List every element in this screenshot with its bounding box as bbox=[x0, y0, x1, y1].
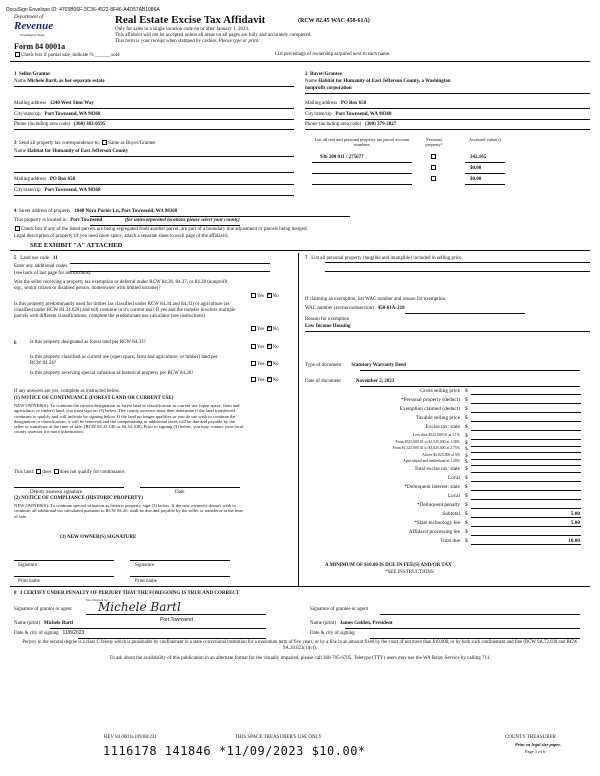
see-instructions: *SEE INSTRUCTIONS bbox=[385, 570, 434, 575]
parcel-number: 936 200 011 / 275677 bbox=[320, 155, 364, 160]
same-as-buyer-checkbox[interactable] bbox=[102, 140, 107, 145]
additional-codes-note: (see back of last page for instructions) bbox=[14, 271, 91, 276]
correspondence-name: Name Habitat for Humanity of East Jefferson County bbox=[14, 149, 129, 154]
personal-checkbox-2[interactable] bbox=[431, 165, 436, 170]
this-land[interactable]: This land: does does not qualify for continuance. bbox=[14, 470, 126, 475]
header-note-3: This form is your receipt when stamped by cashier. Please type or print. bbox=[115, 39, 260, 44]
notice-continuance-heading: (1) NOTICE OF CONTINUANCE (FOREST LAND OR CURRENT USE) bbox=[14, 396, 174, 401]
grantee-signature-label: Signature of grantee or agent bbox=[310, 607, 369, 612]
form-revision: REV 84 0001a (09/08/22) bbox=[104, 735, 156, 740]
calc-exemption-currency: $ bbox=[465, 406, 468, 412]
calc-excise-label: Excise tax: state bbox=[425, 424, 460, 430]
s5-q2-answer[interactable]: Yes × No bbox=[250, 326, 279, 333]
treasurer-use: THIS SPACE TREASURER'S USE ONLY bbox=[235, 735, 322, 740]
assessed-header: Assessed value(s) bbox=[468, 137, 502, 142]
exhibit-note: SEE EXHIBIT "A" ATTACHED bbox=[30, 242, 123, 249]
grantee-name: Name (print) James Golden, President bbox=[310, 621, 393, 626]
form-title: Real Estate Excise Tax Affidavit bbox=[115, 14, 266, 26]
page-number: Page 1 of 6 bbox=[525, 749, 546, 754]
calc-r3-label: From $1,525,000.01 to $3,025,000 at 2.75% bbox=[392, 446, 460, 450]
partial-checkbox[interactable] bbox=[15, 52, 20, 57]
legal-paper-note: Print on legal size paper. bbox=[515, 742, 561, 747]
calc-r5-label: Agricultural and timberland at 1.28% bbox=[403, 459, 460, 463]
s1-heading: 1 Seller/Grantor bbox=[14, 72, 51, 77]
doc-type: Type of document Statutory Warranty Deed bbox=[305, 363, 406, 368]
calc-r5-currency: $ bbox=[465, 459, 468, 465]
ownership-note: List percentage of ownership acquired next to each name. bbox=[275, 52, 391, 57]
buyer-name: Name Habitat for Humanity of East Jefferson County, a Washington bbox=[305, 79, 451, 84]
notice-continuance-text: NEW OWNER(S): To continue the current designation as forest land or classification as current use (open space, farm and agriculture, or timber) land, you must sign on (3) below. The county assessor must then determine if the land transferred continues to qualify and will indicate by signing below. If the land no longer qualifies or you do not wish to continue the designation or classification, it will be removed and the compensating or additional taxes will be due and payable by the seller or transferor at the time of sale. (RCW 84.33.140 or 84.34.108). Prior to signing (3) below, you may contact your local county assessor for more information. bbox=[14, 403, 244, 435]
wac-number: WAC number (section/subsection) 458-61A-218 bbox=[305, 306, 405, 311]
alt-format-note: To ask about the availability of this publication in an alternate format for the visually impaired, please call 360-705-6705. Teletype (TTY) users may use the WA Relay Service by calling 711. bbox=[109, 656, 491, 661]
reason-label: Reason for exemption bbox=[305, 317, 350, 322]
calc-exemption-label: Exemption claimed (deduct) bbox=[399, 406, 460, 412]
deputy-date-label: Date bbox=[175, 490, 185, 495]
revenue-logo: Revenue bbox=[14, 20, 54, 32]
personal-checkbox-1[interactable] bbox=[431, 154, 436, 159]
state-label: Washington State bbox=[20, 33, 45, 37]
calc-local-label: Local bbox=[447, 474, 460, 481]
new-owner-signature-heading: (3) NEW OWNER(S) SIGNATURE bbox=[60, 535, 137, 540]
calc-tech-label: *State technology fee bbox=[414, 519, 460, 526]
calc-due-value: 10.00 bbox=[568, 537, 580, 544]
s2-heading: 2 Buyer/Grantee bbox=[305, 72, 342, 77]
header-note-2: This affidavit will not be accepted unless all areas on all pages are fully and accurately completed. bbox=[115, 33, 312, 38]
calc-due-currency: $ bbox=[465, 537, 468, 544]
seller-name: Name Michele Bartl, as her separate estate bbox=[14, 79, 105, 84]
s6-q1-answer[interactable]: Yes × No bbox=[250, 344, 279, 351]
calc-delinq_int-currency: $ bbox=[465, 483, 468, 490]
s3-heading: 3 Send all property tax correspondence to: Same as Buyer/Grantee bbox=[14, 141, 156, 146]
s6-question-3: Is this property receiving special valuation as historical property per RCW 84.26? bbox=[30, 371, 194, 376]
s6-if-yes: If any answers are yes, complete as instructed below. bbox=[14, 389, 121, 394]
calc-subtotal-value: 5.00 bbox=[570, 510, 580, 517]
form-number: Form 84 0001a bbox=[14, 42, 66, 51]
additional-codes: Enter any additional codes bbox=[14, 264, 68, 269]
treasurer-stamp: 1116178 141846 *11/09/2023 $10.00* bbox=[103, 744, 366, 758]
buyer-phone: Phone (including area code) (360) 379-2827 bbox=[305, 122, 397, 127]
calc-local-currency: $ bbox=[465, 474, 468, 481]
calc-gross-currency: $ bbox=[465, 388, 468, 394]
grantee-date-label: Date & city of signing bbox=[310, 631, 355, 636]
personal-checkbox-3[interactable] bbox=[431, 176, 436, 181]
reason-value: Low Income Housing bbox=[305, 324, 351, 329]
buyer-city: City/state/zip Port Townsend, WA 98368 bbox=[305, 112, 392, 117]
signature-label-2: Signature bbox=[135, 563, 155, 568]
calc-total-currency: $ bbox=[465, 465, 468, 472]
exemption-label: If claiming an exemption, list WAC number and reason for exemption. bbox=[305, 297, 447, 302]
calc-penalty-label: *Delinquent penalty bbox=[416, 501, 460, 508]
grantor-date: Date & city of signing 11/8/2023 bbox=[14, 630, 85, 636]
calc-taxable-label: Taxable selling price bbox=[415, 415, 460, 421]
s5-question-1: Was the seller receiving a property tax exemption or deferral under RCW 84.36, 84.37, or 84.38 (nonprofit org., senior citizen or disabled person, homeowner with limited income)? bbox=[14, 280, 228, 291]
calc-local2-currency: $ bbox=[465, 492, 468, 499]
s6-question-1: Is this property designated as forest land per RCW 84.33? bbox=[30, 340, 146, 345]
calc-r1-label: Less than $525,000.01 at 1.1% bbox=[413, 433, 460, 437]
legal-description-label: Legal description of property (if you need more space, attach a separate sheet to each page of the affidavit). bbox=[14, 234, 229, 239]
calc-r3-currency: $ bbox=[465, 446, 468, 452]
print-name-label-1: Print name bbox=[18, 579, 40, 584]
print-name-label-2: Print name bbox=[135, 579, 157, 584]
signature-label-1: Signature bbox=[18, 563, 38, 568]
grantor-signature: Michele Bartl bbox=[98, 600, 181, 614]
calc-subtotal-label: Subtotal bbox=[442, 510, 460, 517]
buyer-mail: Mailing address PO Box 658 bbox=[305, 101, 367, 106]
calc-afp-currency: $ bbox=[465, 528, 468, 535]
calc-gross-label: Gross selling price bbox=[420, 388, 460, 394]
calc-penalty-currency: $ bbox=[465, 501, 468, 508]
s5-question-2: Is this property predominantly used for timber (as classified under RCW 84.34 and 84.33) or agriculture (as classified under RCW 84.34.020) and will continue in it's current use? If yes and the transfer involves multiple parcels with different classifications, complete the predominate use calculator (see instructions) bbox=[14, 302, 236, 319]
grantor-name: Name (print) Michele Bartl bbox=[14, 621, 74, 626]
seller-phone: Phone (including area code) (360) 302-0595 bbox=[14, 122, 106, 127]
s6-q3-answer[interactable]: Yes × No bbox=[250, 377, 279, 384]
calc-due-label: Total due bbox=[440, 537, 460, 544]
calc-subtotal-currency: $ bbox=[465, 510, 468, 517]
calc-r2-label: From $525,000.01 to $1,525,000 at 1.28% bbox=[395, 439, 460, 444]
signing-city: Port Townsend bbox=[160, 617, 193, 623]
calc-taxable-currency: $ bbox=[465, 415, 468, 421]
dept-label: Department of bbox=[14, 15, 44, 20]
partial-sale[interactable]: Check box if partial sale, indicate % ______ sold bbox=[14, 52, 119, 59]
land-use: 5 Land use code 11 bbox=[14, 256, 58, 261]
certification: 8 I CERTIFY UNDER PENALTY OF PERJURY THAT THE FOREGOING IS TRUE AND CORRECT bbox=[14, 591, 240, 596]
correspondence-city: City/state/zip Port Townsend, WA 98368 bbox=[14, 188, 101, 193]
calc-tech-value: 5.00 bbox=[570, 519, 580, 526]
personal-header: Personal property? bbox=[425, 137, 443, 148]
calc-r1-currency: $ bbox=[465, 433, 468, 439]
doc-date: Date of document November 2, 2023 bbox=[305, 379, 395, 384]
calc-r4-label: Above $3,025,000 at 3% bbox=[422, 452, 460, 457]
header-note-1: Only for sales in a single location code on or after January 1, 2023. bbox=[115, 27, 250, 32]
location: This property is located in Port Townsend (for unincorporated locations please select your county) bbox=[14, 218, 240, 223]
parcel-header: List all real and personal property tax parcel account numbers bbox=[314, 137, 410, 148]
rcw-ref: (RCW 82.45 WAC 458-61A) bbox=[298, 18, 370, 24]
calc-total-label: Total excise tax: state bbox=[414, 465, 460, 472]
calc-personal-currency: $ bbox=[465, 397, 468, 403]
segregate-checkbox[interactable] bbox=[15, 226, 20, 231]
s6-question-2: Is this property classified as current use (open space, farm and agriculture, or timber) land per RCW 84.34? bbox=[30, 355, 218, 366]
calc-delinq_int-label: *Delinquent interest: state bbox=[404, 483, 460, 490]
county-treasurer: COUNTY TREASURER bbox=[505, 735, 556, 740]
calc-afp-label: Affidavit processing fee bbox=[408, 528, 460, 535]
seller-city: City/state/zip Port Townsend, WA 98368 bbox=[14, 112, 101, 117]
deputy-signature-label: Deputy assessor signature bbox=[30, 490, 82, 495]
calc-personal-label: *Personal property (deduct) bbox=[400, 397, 460, 403]
calc-tech-currency: $ bbox=[465, 519, 468, 526]
street-address: 4 Street address of property 1048 Nora Porter Ln, Port Townsend, WA 98368 bbox=[14, 209, 178, 214]
calc-r4-currency: $ bbox=[465, 452, 468, 459]
s7-label: 7 List all personal property (tangible and intangible) included in selling price. bbox=[305, 256, 463, 261]
seller-mail: Mailing address 1240 West Sims Way bbox=[14, 101, 94, 106]
minimum-due: A MINIMUM OF $10.00 IS DUE IN FEE(S) AND/OR TAX bbox=[325, 563, 452, 568]
docusign-envelope-id: DocuSign Envelope ID: 4703B06F-3C36-4522-8F46-A4D57AB1086A bbox=[6, 7, 160, 13]
calc-r2-currency: $ bbox=[465, 439, 468, 446]
segregate-check[interactable]: Check box if any of the listed parcels are being segregated from another parcel, are part of a boundary line adjustment or parcels being merged. bbox=[14, 226, 308, 233]
assessed-value-3: $0.00 bbox=[470, 177, 482, 182]
buyer-name-2: nonprofit corporation bbox=[305, 86, 352, 91]
calc-local2-label: Local bbox=[447, 492, 460, 499]
perjury-notice: Perjury in the second degree is a class C felony which is punishable by confinement in a state correctional institution for a maximum term of five years, or by a fine in an amount fixed by the court of not more than $10,000, or by both such confinement and fine (RCW 9A.72.030 and RCW 9A.20.021(1)(c)). bbox=[22, 640, 578, 651]
docusigned-by: DocuSigned by: bbox=[86, 598, 109, 602]
s5-q1-answer[interactable]: Yes × No bbox=[250, 293, 279, 300]
assessed-value-2: $0.00 bbox=[470, 166, 482, 171]
notice-compliance-text: NEW OWNER(S): To continue special valuation as historic property, sign (3) below. If the new owner(s) doesn't wish to continue, all additional tax calculated pursuant to RCW 84.26, shall be due and payable by the seller or transferor at the time of sale. bbox=[14, 503, 244, 519]
assessed-value-1: 342,165 bbox=[470, 155, 487, 160]
correspondence-mail: Mailing address PO Box 658 bbox=[14, 177, 76, 182]
s6-q2-answer[interactable]: Yes × No bbox=[250, 361, 279, 368]
notice-compliance-heading: (2) NOTICE OF COMPLIANCE (HISTORIC PROPERTY) bbox=[14, 496, 143, 501]
s6-num: 6 bbox=[14, 341, 17, 346]
grantor-signature-label: Signature of grantor or agent bbox=[14, 607, 72, 612]
calc-excise-currency: $ bbox=[465, 424, 468, 430]
